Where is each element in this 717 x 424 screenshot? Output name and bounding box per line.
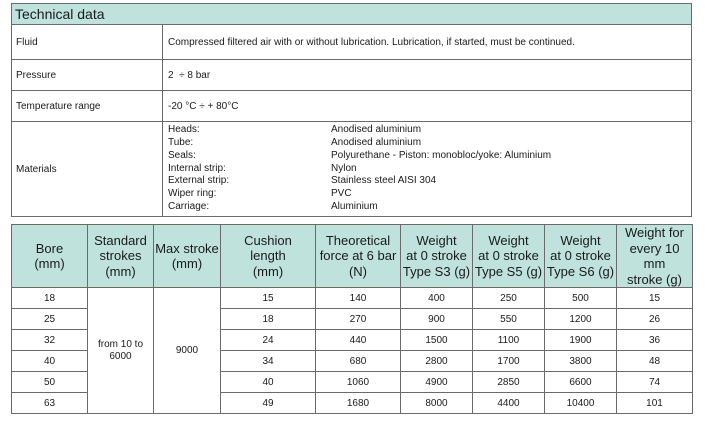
bore-cell: 25 [12, 309, 88, 330]
bore-cell: 50 [12, 372, 88, 393]
weight-s3-header: Weight at 0 stroke Type S3 (g) [401, 225, 473, 288]
specifications-table [11, 224, 693, 414]
materials-list [168, 124, 551, 214]
temperature-value: -20 °C ÷ + 80°C [168, 100, 239, 112]
cushion-cell: 24 [221, 330, 316, 351]
bore-header: Bore (mm) [12, 225, 88, 288]
force-cell: 270 [316, 309, 401, 330]
weight-s6-cell: 10400 [545, 393, 617, 414]
pressure-row [12, 60, 691, 91]
cushion-length-header: Cushion length (mm) [221, 225, 316, 288]
material-part: Carriage: [168, 200, 210, 212]
weight-s3-cell: 2800 [401, 351, 473, 372]
weight-s5-cell: 1700 [473, 351, 545, 372]
bore-cell: 40 [12, 351, 88, 372]
force-cell: 1060 [316, 372, 401, 393]
materials-label: Materials [12, 122, 163, 216]
material-part: Seals: [168, 149, 196, 161]
weight-s5-cell: 250 [473, 288, 545, 309]
specs-header-row [12, 225, 693, 288]
cushion-cell: 18 [221, 309, 316, 330]
material-name: Aluminium [331, 200, 378, 212]
cushion-cell: 15 [221, 288, 316, 309]
bore-cell: 63 [12, 393, 88, 414]
weight-s5-cell: 550 [473, 309, 545, 330]
fluid-value: Compressed filtered air with or without lubrication. Lubrication, if started, must be continued. [168, 36, 575, 48]
standard-strokes-cell: from 10 to 6000 [88, 288, 154, 414]
temperature-label: Temperature range [12, 91, 163, 121]
materials-row [12, 122, 691, 216]
theoretical-force-header: Theoretical force at 6 bar (N) [316, 225, 401, 288]
material-part: Internal strip: [168, 162, 226, 174]
material-name: Anodised aluminium [331, 124, 422, 136]
weight-s6-header: Weight at 0 stroke Type S6 (g) [545, 225, 617, 288]
weight-s5-cell: 2850 [473, 372, 545, 393]
force-cell: 140 [316, 288, 401, 309]
material-part: Heads: [168, 124, 200, 136]
pressure-label: Pressure [12, 60, 163, 90]
weight-s3-cell: 900 [401, 309, 473, 330]
weight-s3-cell: 400 [401, 288, 473, 309]
weight-s5-cell: 1100 [473, 330, 545, 351]
material-name: Nylon [331, 162, 357, 174]
weight-per-10mm-cell: 36 [617, 330, 693, 351]
material-name: Anodised aluminium [331, 137, 422, 148]
fluid-row [12, 25, 691, 60]
weight-s6-cell: 6600 [545, 372, 617, 393]
max-stroke-cell: 9000 [154, 288, 221, 414]
weight-s6-cell: 3800 [545, 351, 617, 372]
weight-s6-cell: 1900 [545, 330, 617, 351]
bore-cell: 18 [12, 288, 88, 309]
force-cell: 1680 [316, 393, 401, 414]
weight-s3-cell: 8000 [401, 393, 473, 414]
materials-value [163, 122, 691, 216]
material-part: Tube: [168, 137, 194, 148]
standard-strokes-header: Standard strokes (mm) [88, 225, 154, 288]
material-part: External strip: [168, 175, 230, 187]
technical-data-title: Technical data [12, 4, 691, 25]
cushion-cell: 34 [221, 351, 316, 372]
cushion-cell: 40 [221, 372, 316, 393]
force-cell: 440 [316, 330, 401, 351]
material-name: PVC [331, 188, 352, 200]
material-name: Polyurethane - Piston: monobloc/yoke: Aluminium [331, 149, 552, 161]
weight-per-10mm-cell: 74 [617, 372, 693, 393]
weight-per-10mm-header: Weight for every 10 mm stroke (g) [617, 225, 693, 288]
technical-data-table [11, 3, 692, 217]
material-part: Wiper ring: [168, 188, 217, 200]
force-cell: 680 [316, 351, 401, 372]
bore-cell: 32 [12, 330, 88, 351]
weight-per-10mm-cell: 26 [617, 309, 693, 330]
weight-s5-header: Weight at 0 stroke Type S5 (g) [473, 225, 545, 288]
table-row [12, 288, 693, 309]
weight-per-10mm-cell: 101 [617, 393, 693, 414]
weight-s6-cell: 500 [545, 288, 617, 309]
max-stroke-header: Max stroke (mm) [154, 225, 221, 288]
weight-per-10mm-cell: 48 [617, 351, 693, 372]
weight-per-10mm-cell: 15 [617, 288, 693, 309]
weight-s5-cell: 4400 [473, 393, 545, 414]
fluid-label: Fluid [12, 25, 163, 59]
weight-s6-cell: 1200 [545, 309, 617, 330]
weight-s3-cell: 1500 [401, 330, 473, 351]
weight-s3-cell: 4900 [401, 372, 473, 393]
temperature-row [12, 91, 691, 122]
cushion-cell: 49 [221, 393, 316, 414]
material-name: Stainless steel AISI 304 [331, 175, 437, 187]
pressure-value: 2 ÷ 8 bar [168, 69, 211, 81]
